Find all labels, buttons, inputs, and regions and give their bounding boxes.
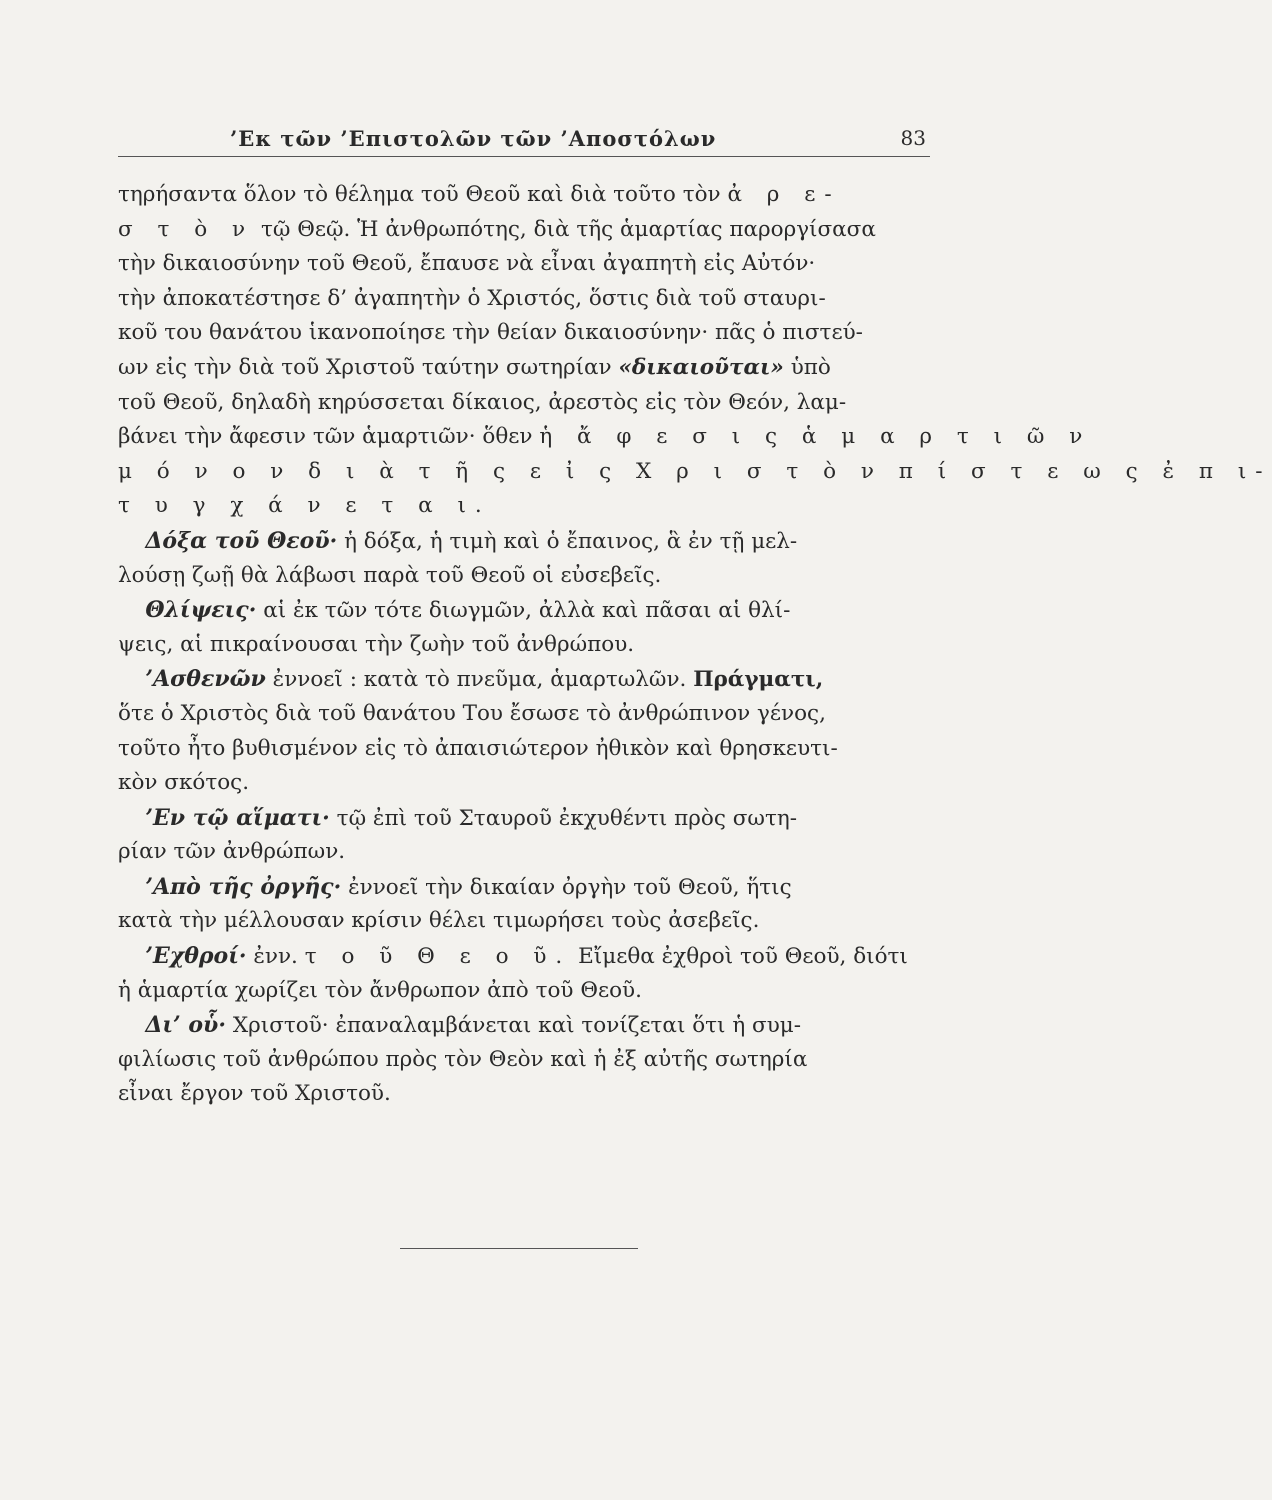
- paragraph-di-ou: Δι’ οὗ· Χριστοῦ· ἐπαναλαμβάνεται καὶ τονίζεται ὅτι ἡ συμ-: [145, 1012, 802, 1039]
- lemma: ’Εχθροί·: [145, 943, 247, 970]
- text-line: ἡ ἁμαρτία χωρίζει τὸν ἄνθρωπον ἀπὸ τοῦ Θεοῦ.: [118, 977, 642, 1003]
- text-line: κοῦ του θανάτου ἱκανοποίησε τὴν θείαν δικαιοσύνην· πᾶς ὁ πιστεύ-: [118, 320, 863, 346]
- section-end-rule: [400, 1248, 638, 1249]
- paragraph-en-to-aimati: ’Εν τῷ αἵματι· τῷ ἐπὶ τοῦ Σταυροῦ ἐκχυθέντι πρὸς σωτη-: [145, 804, 798, 831]
- text-line: βάνει τὴν ἄφεσιν τῶν ἁμαρτιῶν· ὅθεν ἡ ἄ φ ε σ ι ς ἁ μ α ρ τ ι ῶ ν: [118, 424, 1092, 450]
- lemma: ’Απὸ τῆς ὀργῆς·: [145, 873, 342, 900]
- lemma: ’Εν τῷ αἵματι·: [145, 804, 330, 831]
- text-line: εἶναι ἔργον τοῦ Χριστοῦ.: [118, 1081, 391, 1107]
- text-line: ψεις, αἱ πικραίνουσαι τὴν ζωὴν τοῦ ἀνθρώπου.: [118, 631, 635, 657]
- text-line: τοῦ Θεοῦ, δηλαδὴ κηρύσσεται δίκαιος, ἀρεστὸς εἰς τὸν Θεόν, λαμ-: [118, 389, 847, 415]
- page-number: 83: [900, 126, 926, 150]
- text-line: τὴν δικαιοσύνην τοῦ Θεοῦ, ἔπαυσε νὰ εἶναι ἀγαπητὴ εἰς Αὐτόν·: [118, 251, 816, 277]
- text-line: λούσῃ ζωῇ θὰ λάβωσι παρὰ τοῦ Θεοῦ οἱ εὐσεβεῖς.: [118, 562, 662, 588]
- text-line: τὴν ἀποκατέστησε δ’ ἀγαπητὴν ὁ Χριστός, ὅστις διὰ τοῦ σταυρι-: [118, 285, 826, 311]
- paragraph-thlipseis: Θλίψεις· αἱ ἐκ τῶν τότε διωγμῶν, ἀλλὰ καὶ πᾶσαι αἱ θλί-: [145, 597, 791, 624]
- lemma: Δι’ οὗ·: [145, 1012, 226, 1039]
- emphasized-term: «δικαιοῦται»: [618, 354, 784, 380]
- text-line: σ τ ὸ ν τῷ Θεῷ. Ἡ ἀνθρωπότης, διὰ τῆς ἁμαρτίας παροργίσασα: [118, 216, 876, 242]
- running-title: ’Εκ τῶν ’Επιστολῶν τῶν ’Αποστόλων: [230, 126, 717, 151]
- paragraph-apo-tis-orgis: ’Απὸ τῆς ὀργῆς· ἐννοεῖ τὴν δικαίαν ὀργὴν τοῦ Θεοῦ, ἥτις: [145, 873, 792, 900]
- lemma: Δόξα τοῦ Θεοῦ·: [145, 527, 338, 554]
- paragraph-asthenon: ’Ασθενῶν ἐννοεῖ : κατὰ τὸ πνεῦμα, ἁμαρτωλῶν. Πράγματι,: [145, 666, 824, 693]
- paragraph-doxa: Δόξα τοῦ Θεοῦ· ἡ δόξα, ἡ τιμὴ καὶ ὁ ἔπαινος, ἃ ἐν τῇ μελ-: [145, 527, 798, 554]
- lemma: ’Ασθενῶν: [145, 666, 266, 693]
- text-line: τηρήσαντα ὅλον τὸ θέλημα τοῦ Θεοῦ καὶ διὰ τοῦτο τὸν ἀ ρ ε-: [118, 182, 841, 207]
- text-line: ὅτε ὁ Χριστὸς διὰ τοῦ θανάτου Του ἔσωσε τὸ ἀνθρώπινον γένος,: [118, 700, 826, 726]
- body-text: [118, 178, 1272, 1112]
- page-header: [118, 126, 930, 157]
- text-line: τ υ γ χ ά ν ε τ α ι.: [118, 493, 491, 519]
- text-line: μ ό ν ο ν δ ι ὰ τ ῆ ς ε ἰ ς Χ ρ ι σ τ ὸ ν π ί σ τ ε ω ς ἐ π ι-: [118, 458, 1272, 484]
- text-line: ρίαν τῶν ἀνθρώπων.: [118, 839, 346, 865]
- text-line: τοῦτο ἦτο βυθισμένον εἰς τὸ ἀπαισιώτερον ἠθικὸν καὶ θρησκευτι-: [118, 735, 838, 761]
- text-line: κατὰ τὴν μέλλουσαν κρίσιν θέλει τιμωρήσει τοὺς ἀσεβεῖς.: [118, 908, 760, 934]
- text-line: ων εἰς τὴν διὰ τοῦ Χριστοῦ ταύτην σωτηρίαν «δικαιοῦται» ὑπὸ: [118, 354, 831, 380]
- paragraph-echthroi: ’Εχθροί· ἐνν. τ ο ῦ Θ ε ο ῦ. Εἴμεθα ἐχθροὶ τοῦ Θεοῦ, διότι: [145, 943, 908, 970]
- lemma: Θλίψεις·: [145, 597, 257, 624]
- text-line: φιλίωσις τοῦ ἀνθρώπου πρὸς τὸν Θεὸν καὶ ἡ ἐξ αὐτῆς σωτηρία: [118, 1046, 808, 1072]
- text-line: κὸν σκότος.: [118, 770, 250, 796]
